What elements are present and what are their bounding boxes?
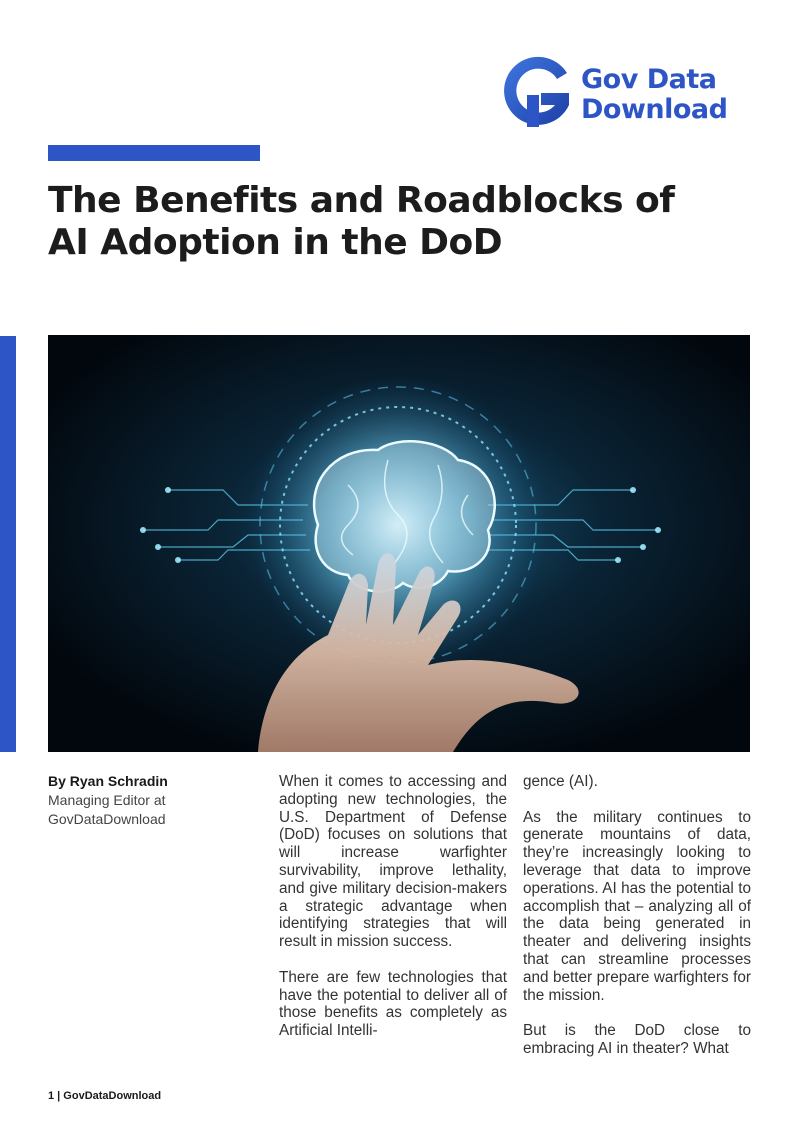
author-role-line-1: Managing Editor at: [48, 792, 166, 808]
article-column-2: [523, 773, 751, 1076]
title-line-2: AI Adoption in the DoD: [48, 222, 503, 263]
paragraph: There are few technologies that have the potential to deliver all of those benefits as completely as Artificial Intelli-: [279, 968, 507, 1040]
article-column-1: [279, 773, 507, 1058]
side-accent-bar: [0, 336, 16, 752]
author-name: By Ryan Schradin: [48, 773, 168, 789]
author-role-line-2: GovDataDownload: [48, 811, 166, 827]
logo-line-2: Download: [581, 94, 728, 125]
paragraph: gence (AI).: [523, 773, 598, 790]
article-title: [48, 180, 748, 264]
page-footer: 1 | GovDataDownload: [48, 1090, 162, 1102]
logo-wordmark: [581, 65, 761, 125]
hero-image: [48, 335, 750, 752]
brand-logo[interactable]: [497, 55, 757, 133]
paragraph: When it comes to accessing and adopting new technologies, the U.S. Department of Defense (DoD) focuses on solutions that will increase warfighter survivability, improve lethality, and give military decision-makers a strategic advantage when identifying strategies that will result in mission success.: [279, 773, 507, 951]
ai-brain-illustration: [48, 335, 750, 752]
byline: [48, 772, 248, 829]
paragraph: As the military continues to generate mountains of data, they’re increasingly looking to leverage that data to improve operations. AI has the potential to accomplish that – analyzing all of the data being generated in theater and delivering insights that can streamline processes and better prepare warfighters for the mission.: [523, 808, 751, 1004]
paragraph: But is the DoD close to embracing AI in theater? What: [523, 1022, 751, 1057]
logo-line-1: Gov Data: [581, 64, 717, 95]
logo-g-mark-icon: [497, 55, 575, 133]
title-line-1: The Benefits and Roadblocks of: [48, 180, 675, 221]
accent-bar: [48, 145, 260, 161]
